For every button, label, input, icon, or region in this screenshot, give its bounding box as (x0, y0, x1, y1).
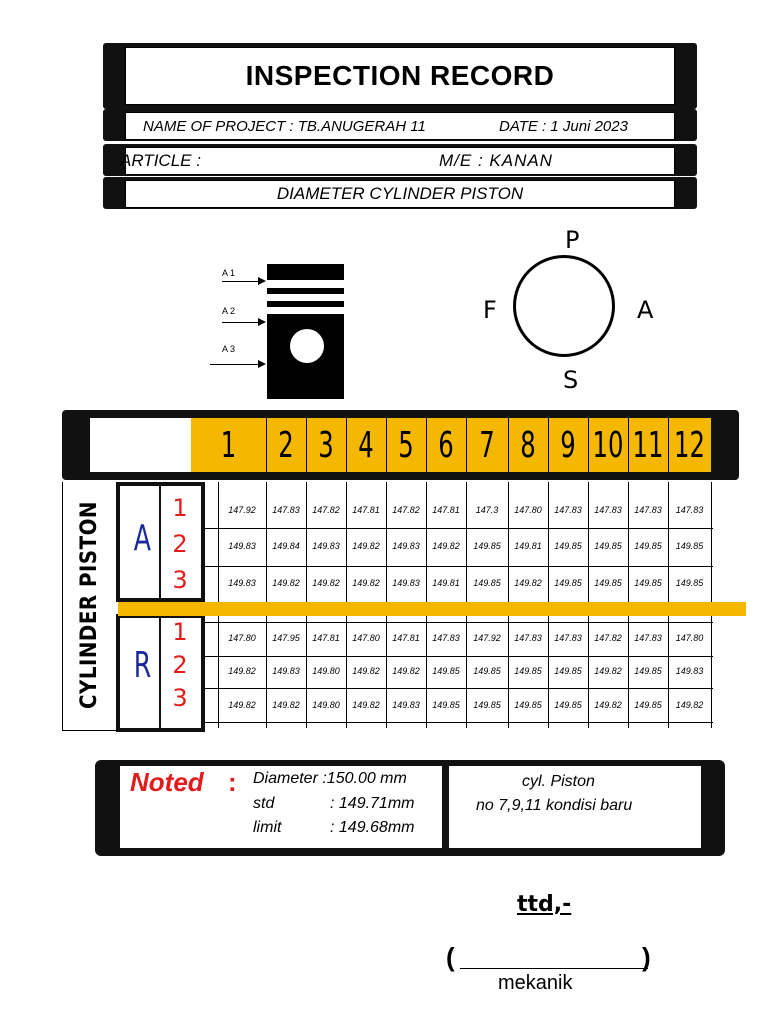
side-label: CYLINDER PISTON (77, 501, 102, 709)
measurement-cell: 149.80 (312, 700, 340, 710)
measurement-cell: 147.83 (554, 633, 582, 643)
measurement-cell: 149.85 (594, 541, 622, 551)
limit-value: : 149.68mm (330, 819, 415, 836)
direction-right-a: A (637, 296, 654, 324)
column-header-11: 11 (632, 424, 664, 466)
column-header-6: 6 (438, 424, 454, 466)
arrow-label-a3: A 3 (222, 344, 236, 354)
measurement-cell: 147.83 (675, 505, 704, 515)
measurement-cell: 149.85 (473, 666, 501, 676)
measurement-cell: 147.83 (272, 505, 300, 515)
std-label: std (253, 795, 275, 812)
measurement-cell: 149.85 (432, 700, 460, 710)
noted-label: Noted (130, 767, 204, 797)
article-field: ARTICLE : (120, 151, 201, 170)
me-field: M/E : KANAN (439, 151, 553, 170)
measurement-cell: 147.82 (594, 633, 622, 643)
measurement-cell: 147.83 (432, 633, 460, 643)
measurement-cell: 149.85 (675, 578, 704, 588)
direction-top-p: P (565, 226, 580, 254)
measurement-cell: 147.81 (312, 633, 340, 643)
row-num-a3: 3 (172, 566, 188, 594)
measurement-cell: 147.83 (594, 505, 622, 515)
measurement-cell: 149.85 (514, 700, 542, 710)
measurement-cell: 149.81 (432, 578, 460, 588)
std-value: : 149.71mm (330, 795, 415, 812)
measurement-cell: 149.85 (634, 700, 662, 710)
row-num-a2: 2 (172, 530, 188, 558)
measurement-cell: 149.85 (473, 578, 501, 588)
column-header-1: 1 (220, 424, 237, 466)
noted-colon: : (228, 767, 237, 797)
measurement-cell: 149.83 (272, 666, 300, 676)
measurement-cell: 147.80 (514, 505, 542, 515)
measurement-cell: 147.80 (228, 633, 256, 643)
column-header-5: 5 (398, 424, 414, 466)
measurement-cell: 149.83 (312, 541, 340, 551)
row-num-a1: 1 (172, 494, 188, 522)
measurement-cell: 149.83 (228, 541, 256, 551)
direction-left-f: F (483, 296, 497, 324)
measurement-cell: 147.81 (432, 505, 460, 515)
project-name: NAME OF PROJECT : TB.ANUGERAH 11 (143, 117, 426, 135)
measurement-cell: 149.82 (432, 541, 460, 551)
measurement-cell: 149.82 (352, 666, 380, 676)
measurement-cell: 147.83 (634, 633, 662, 643)
measurement-cell: 147.80 (352, 633, 380, 643)
measurement-cell: 147.83 (514, 633, 542, 643)
group-letter-r: R (133, 645, 152, 686)
measurement-cell: 149.85 (675, 541, 704, 551)
measurement-cell: 149.85 (554, 666, 582, 676)
measurement-cell: 149.81 (514, 541, 542, 551)
column-header-3: 3 (318, 424, 334, 466)
direction-bottom-s: S (563, 366, 579, 394)
column-header-10: 10 (592, 424, 624, 466)
row-num-r2: 2 (172, 651, 188, 679)
measurement-cell: 149.82 (228, 700, 256, 710)
arrow-label-a2: A 2 (222, 306, 236, 316)
measurement-cell: 149.82 (514, 578, 542, 588)
signature-paren-close: ) (642, 942, 651, 972)
signature-ttd: ttd,- (517, 892, 572, 917)
measurement-cell: 147.81 (352, 505, 380, 515)
measurement-cell: 149.82 (675, 700, 704, 710)
measurement-cell: 149.84 (272, 541, 300, 551)
signature-role: mekanik (498, 972, 573, 994)
column-header-8: 8 (520, 424, 536, 466)
measurement-cell: 149.85 (594, 578, 622, 588)
measurement-cell: 149.82 (228, 666, 256, 676)
measurement-cell: 149.82 (352, 578, 380, 588)
measurement-cell: 149.83 (392, 541, 420, 551)
measurement-cell: 147.95 (272, 633, 300, 643)
page-title: INSPECTION RECORD (245, 60, 555, 91)
column-header-7: 7 (479, 424, 495, 466)
measurement-cell: 149.83 (228, 578, 256, 588)
column-header-12: 12 (674, 424, 705, 466)
measurement-cell: 147.81 (392, 633, 420, 643)
limit-label: limit (253, 819, 282, 836)
measurement-cell: 147.80 (675, 633, 704, 643)
remark-line-2: no 7,9,11 kondisi baru (476, 797, 633, 814)
report-date: DATE : 1 Juni 2023 (499, 117, 628, 135)
measurement-cell: 149.82 (594, 666, 622, 676)
measurement-cell: 149.85 (634, 541, 662, 551)
measurement-cell: 147.82 (312, 505, 340, 515)
diameter-spec: Diameter :150.00 mm (253, 770, 407, 787)
measurement-cell: 147.3 (475, 505, 499, 515)
measurement-cell: 147.92 (473, 633, 501, 643)
column-header-2: 2 (278, 424, 294, 466)
measurement-cell: 149.85 (634, 578, 662, 588)
measurement-cell: 149.85 (473, 541, 501, 551)
measurement-cell: 149.82 (272, 700, 300, 710)
measurement-cell: 149.85 (554, 541, 582, 551)
group-letter-a: A (133, 518, 151, 559)
column-header-4: 4 (358, 424, 374, 466)
measurement-cell: 149.82 (594, 700, 622, 710)
measurement-cell: 149.83 (675, 666, 704, 676)
subject-title: DIAMETER CYLINDER PISTON (276, 184, 524, 203)
measurement-cell: 147.92 (228, 505, 256, 515)
row-num-r3: 3 (172, 684, 188, 712)
measurement-cell: 149.83 (392, 700, 420, 710)
measurement-cell: 149.80 (312, 666, 340, 676)
measurement-cell: 149.82 (352, 541, 380, 551)
measurement-cell: 149.82 (272, 578, 300, 588)
measurement-cell: 147.82 (392, 505, 420, 515)
signature-paren-open: ( (446, 942, 455, 972)
measurement-cell: 149.85 (514, 666, 542, 676)
measurement-cell: 149.85 (473, 700, 501, 710)
column-header-9: 9 (560, 424, 576, 466)
measurement-cell: 149.85 (554, 578, 582, 588)
measurement-cell: 149.82 (392, 666, 420, 676)
arrow-label-a1: A 1 (222, 268, 236, 278)
measurement-cell: 149.83 (392, 578, 420, 588)
measurement-cell: 149.85 (634, 666, 662, 676)
remark-line-1: cyl. Piston (522, 773, 595, 790)
measurement-cell: 149.85 (554, 700, 582, 710)
signature-line (460, 968, 648, 969)
measurement-cell: 147.83 (554, 505, 582, 515)
measurement-cell: 147.83 (634, 505, 662, 515)
measurement-cell: 149.85 (432, 666, 460, 676)
measurement-cell: 149.82 (312, 578, 340, 588)
row-num-r1: 1 (172, 618, 188, 646)
measurement-cell: 149.82 (352, 700, 380, 710)
